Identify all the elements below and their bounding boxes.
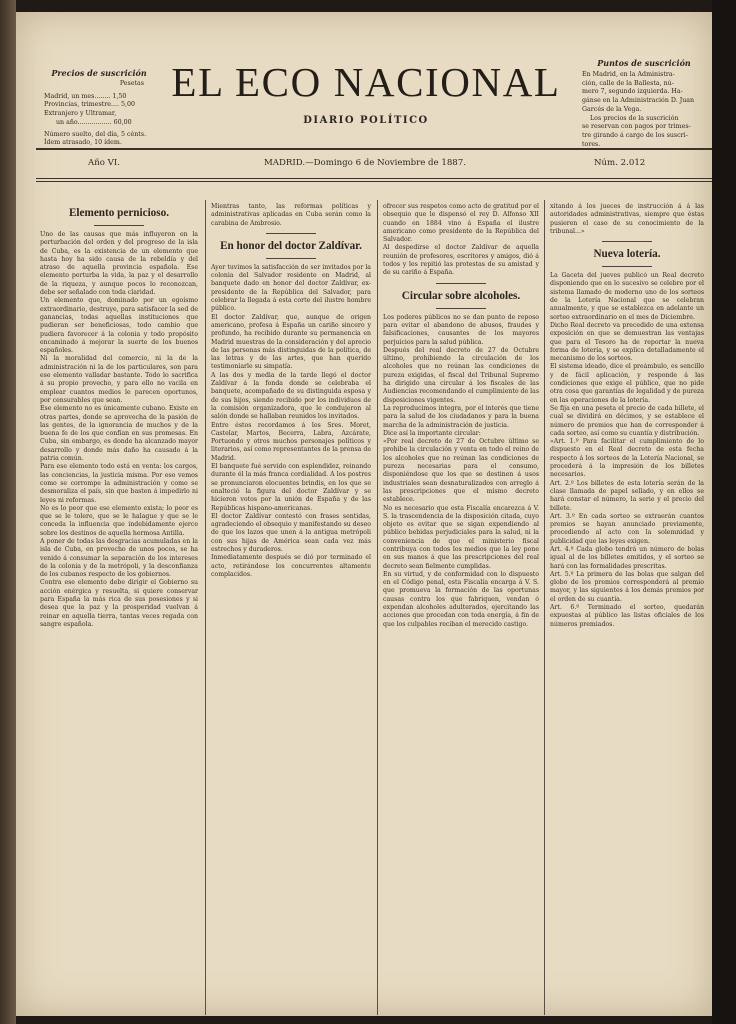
subscription-prices-title: Precios de suscrición xyxy=(51,68,147,78)
price-line: Extranjero y Ultramar, xyxy=(44,110,117,118)
article-column-4 xyxy=(550,203,704,1013)
price-line: Provincias, trimestre.... 5,00 xyxy=(44,101,135,109)
article-heading: Nueva lotería. xyxy=(593,248,661,261)
points-line: ción, calle de la Ballesta, nú- xyxy=(582,79,674,87)
article-body: Ayer tuvimos la satisfacción de ser invitados por la colonia del Salvador residente en Madrid, al banquete dado en honor del doctor Zaldívar, ex-presidente de la República del Salvador, para celebrar la llegada á esta corte del ilustre hombre público. El doctor Zaldívar, que, aunque de origen americano, profesa á España un cariño sincero y profundo, ha recibido durante su permanencia en Madrid muestras de la consideración y del aprecio de las personas más distinguidas de la política, de las letras y de las artes, que han querido testimoniarle su simpatía. A las dos y media de la tarde llegó el doctor Zaldívar á la fonda donde se celebraba el banquete, acompañado de su distinguida esposa y de sus hijos, siendo recibido por los individuos de la comisión organizadora, que le condujeron al salón donde se hallaban reunidos los invitados. Entre éstos recordamos á los Sres. Moret, Castelar, Martos, Becerra, Labra, Azcárate, Portuondo y otros muchos personajes políticos y literarios, así como representantes de la prensa de Madrid. El banquete fué servido con esplendidez, reinando durante él la más franca cordialidad. A los postres se pronunciaron elocuentes brindis, en los que se enalteció la figura del doctor Zaldívar y se hicieron votos por la unión de España y de las Repúblicas hispano-americanas. El doctor Zaldívar contestó con frases sentidas, agradeciendo el obsequio y manifestando su deseo de que los lazos que unen á la antigua metrópoli con sus hijas de América sean cada vez más estrechos y duraderos. Inmediatamente después se dió por terminado el acto, retirándose los concurrentes altamente complacidos. xyxy=(211,263,371,578)
points-line: mero 7, segundo izquierda. Ha- xyxy=(582,88,683,96)
points-line: gánse en la Administración D. Juan xyxy=(582,97,695,105)
article-column-1 xyxy=(40,203,198,1013)
article-body: Los poderes públicos no se dan punto de reposo para evitar el abandono de abusos, fraudes y falsificaciones, causantes de los mayores perjuicios para la salud pública. Después del real decreto de 27 de Octubre último, prohibiendo la circulación de los alcoholes que no reúnan las condiciones de pureza exigidas, el fiscal del Tribunal Supremo ha dirigido una circular á los fiscales de las Audiencias recomendando el cumplimiento de las disposiciones vigentes. La reproducimos íntegra, por el interés que tiene para la salud de los ciudadanos y para la buena marcha de la administración de justicia. Dice así la importante circular: «Por real decreto de 27 de Octubre último se prohibe la circulación y venta en todo el reino de los alcoholes que no reúnan las condiciones de pureza necesarias para el consumo, disponiéndose que los que se destinen á usos industriales sean desnaturalizados con arreglo á las prescripciones que el mismo decreto establece. No es necesario que esta Fiscalía encarezca á V. S. la trascendencia de la disposición citada, cuyo objeto es evitar que se sigan expendiendo al público bebidas perjudiciales para la salud, ni la conveniencia de que el ministerio fiscal contribuya con todos los medios que la ley pone en sus manos á que las prescripciones del real decreto sean fielmente cumplidas. En su virtud, y de conformidad con lo dispuesto en el Código penal, esta Fiscalía encarga á V. S. que promueva la formación de las oportunas causas contra los que fabriquen, vendan ó expendan alcoholes adulterados, ejercitando las acciones que procedan con toda energía, á fin de que los culpables reciban el merecido castigo. xyxy=(383,313,539,628)
subscription-prices xyxy=(44,68,154,148)
issue-date: MADRID.—Domingo 6 de Noviembre de 1887. xyxy=(264,158,466,168)
heading-rule xyxy=(94,225,144,226)
points-line: se reservan con pagos por trimes- xyxy=(582,123,691,131)
price-line: un año................. 60,00 xyxy=(56,118,132,126)
heading-rule xyxy=(436,308,486,309)
article-heading: Elemento pernicioso. xyxy=(68,207,170,219)
column-divider xyxy=(377,200,378,1015)
dateline-rule-top xyxy=(36,148,712,150)
subscription-prices-column-label: Pesetas xyxy=(119,80,144,87)
article-body: xitando á los jueces de instrucción á á las autoridades administrativas, siempre que éstas pusieren el caso de su conocimiento de la tribunal...» xyxy=(550,203,706,235)
heading-rule xyxy=(436,283,486,284)
article-body: La Gaceta del jueves publicó un Real decreto disponiendo que en lo sucesivo se celebre por el sistema llamado de moderno uno de los sorteos de la Lotería Nacional que se celebran anualmente, y que se establezca en adelante un sorteo extraordinario en el mes de Diciembre. Dicho Real decreto va precedido de una extensa exposición en que se demuestran las ventajas que para el Tesoro ha de reportar la nueva forma de lotería, y se explica detalladamente el mecanismo de los sorteos. El sistema ideado, dice el preámbulo, es sencillo y de fácil aplicación, y responde á las condiciones que exige el público, que no pide otra cosa que garantías de legalidad y de pureza en las operaciones de la lotería. Se fija en una peseta el precio de cada billete, el cual se dividirá en décimos, y se establece el número de premios que han de corresponder á cada sorteo, así como su cuantía y distribución. «Art. 1.º Para facilitar el cumplimiento de lo dispuesto en el Real decreto de esta fecha respecto á los sorteos de la Lotería Nacional, se procederá á la impresión de los billetes necesarios. Art. 2.º Los billetes de esta lotería serán de la clase llamada de papel sellado, y en ellos se hará constar el número, la serie y el precio del billete. Art. 3.º En cada sorteo se extraerán cuantos premios se hayan anunciado previamente, procediendo al acto con la solemnidad y publicidad que las leyes exigen. Art. 4.º Cada globo tendrá un número de bolas igual al de los billetes emitidos, y el sorteo se hará con las formalidades prescritas. Art. 5.º La primera de las bolas que salgan del globo de los premios corresponderá al premio mayor, y las siguientes á los demás premios por el orden de su cuantía. Art. 6.º Terminado el sorteo, quedarán expuestas al público las listas oficiales de los números premiados. xyxy=(550,272,704,628)
price-line: Ídem atrasado, 10 ídem. xyxy=(44,139,122,147)
heading-rule xyxy=(266,258,316,259)
masthead-subtitle: DIARIO POLÍTICO xyxy=(303,115,429,126)
heading-rule xyxy=(602,241,652,242)
issue-year: Año VI. xyxy=(88,158,120,168)
article-column-2 xyxy=(211,203,371,1013)
price-line: Número suelto, del día, 5 cénts. xyxy=(44,130,147,138)
points-line: Los precios de la suscrición xyxy=(590,114,679,122)
subscription-points-title: Puntos de suscrición xyxy=(597,58,691,68)
book-spine xyxy=(0,0,16,1024)
issue-number: Núm. 2.012 xyxy=(594,158,646,168)
points-line: tores. xyxy=(582,140,601,148)
points-line: Garcés de la Vega. xyxy=(582,105,642,113)
dateline-rule-bottom xyxy=(36,178,712,179)
article-body: Mientras tanto, las reformas políticas y administrativas aplicadas en Cuba serán como la carabina de Ambrosio. xyxy=(211,203,373,227)
newspaper-page xyxy=(16,12,712,1016)
price-line: Madrid, un mes........ 1,50 xyxy=(44,92,127,100)
masthead-title: EL ECO NACIONAL xyxy=(171,59,561,105)
dateline-rule-bottom-2 xyxy=(36,181,712,182)
article-body: Uno de las causas que más influyeron en la perturbación del orden y del progreso de la isla de Cuba, es la existencia de un elemento que hasta hoy ha sido causa de la rebeldía y del atraso de aquella provincia española. Ese elemento perturba la vida, la paz y el desarrollo de la riqueza, y aunque pocos lo reconozcan, debe ser señalado con toda claridad. Un elemento que, dominado por un egoísmo extraordinario, destruye, para satisfacer la sed de ganancias, todas aquellas instituciones que pudieran ser beneficiosas, todo cambio que pudiera favorecer á la colonia y todo propósito encaminado á mejorar la suerte de los buenos españoles. Ni la moralidad del comercio, ni la de la administración ni la de los particulares, son para ese elemento valladar bastante. Todo lo sacrifica á su propio provecho, y para ello no vacila en emplear cuantos medios le parecen oportunos, por censurables que sean. Ese elemento no es únicamente cubano. Existe en otras partes, donde se aprovecha de la pasión de las gentes, de la ignorancia de muchos y de la buena fe de los que confían en sus promesas. En Cuba, sin embargo, es donde ha alcanzado mayor desarrollo y donde más daño ha causado á la patria común. Para ese elemento todo está en venta: los cargos, las conciencias, la justicia misma. Por eso vemos como se corrompe la administración y como se desmoraliza el país, sin que basten á impedirlo ni leyes ni reformas. No es lo peor que ese elemento exista; lo peor es que se le tolere, que se le halague y que se le conceda la influencia que indebidamente ejerce sobre los destinos de aquella hermosa Antilla. A poner de todas las desgracias acumuladas en la isla de Cuba, en provecho de unos pocos, se ha venido á consumar la separación de los intereses de la colonia y de la metrópoli, y la desconfianza de los cubanos respecto de los gobiernos. Contra ese elemento debe dirigir el Gobierno su acción enérgica y resuelta, si quiere conservar para España la más rica de sus posesiones y si desea que la paz y la prosperidad vuelvan á reinar en aquella tierra, tantas veces regada con sangre española. xyxy=(40,231,198,628)
points-line: tre girando á cargo de los suscri- xyxy=(582,131,688,139)
column-divider xyxy=(544,200,545,1015)
article-column-3 xyxy=(383,203,539,1013)
article-heading: Circular sobre alcoholes. xyxy=(401,289,521,302)
scan-edge xyxy=(712,0,736,1024)
points-line: En Madrid, en la Administra- xyxy=(582,71,675,78)
subscription-points xyxy=(582,58,706,149)
column-divider xyxy=(205,200,206,1015)
heading-rule xyxy=(602,266,652,267)
article-body: ofrecer sus respetos como acto de gratitud por el obsequio que le dispensó el rey D. Alfonso XII cuando en 1884 vino á España el ilustre americano como presidente de la República del Salvador. Al despedirse el doctor Zaldívar de aquella reunión de profesores, escritores y amigos, dió á todos y les repitió las protestas de su amistad y de su cariño á España. xyxy=(383,203,539,277)
article-heading: En honor del doctor Zaldívar. xyxy=(220,239,362,252)
heading-rule xyxy=(266,233,316,234)
